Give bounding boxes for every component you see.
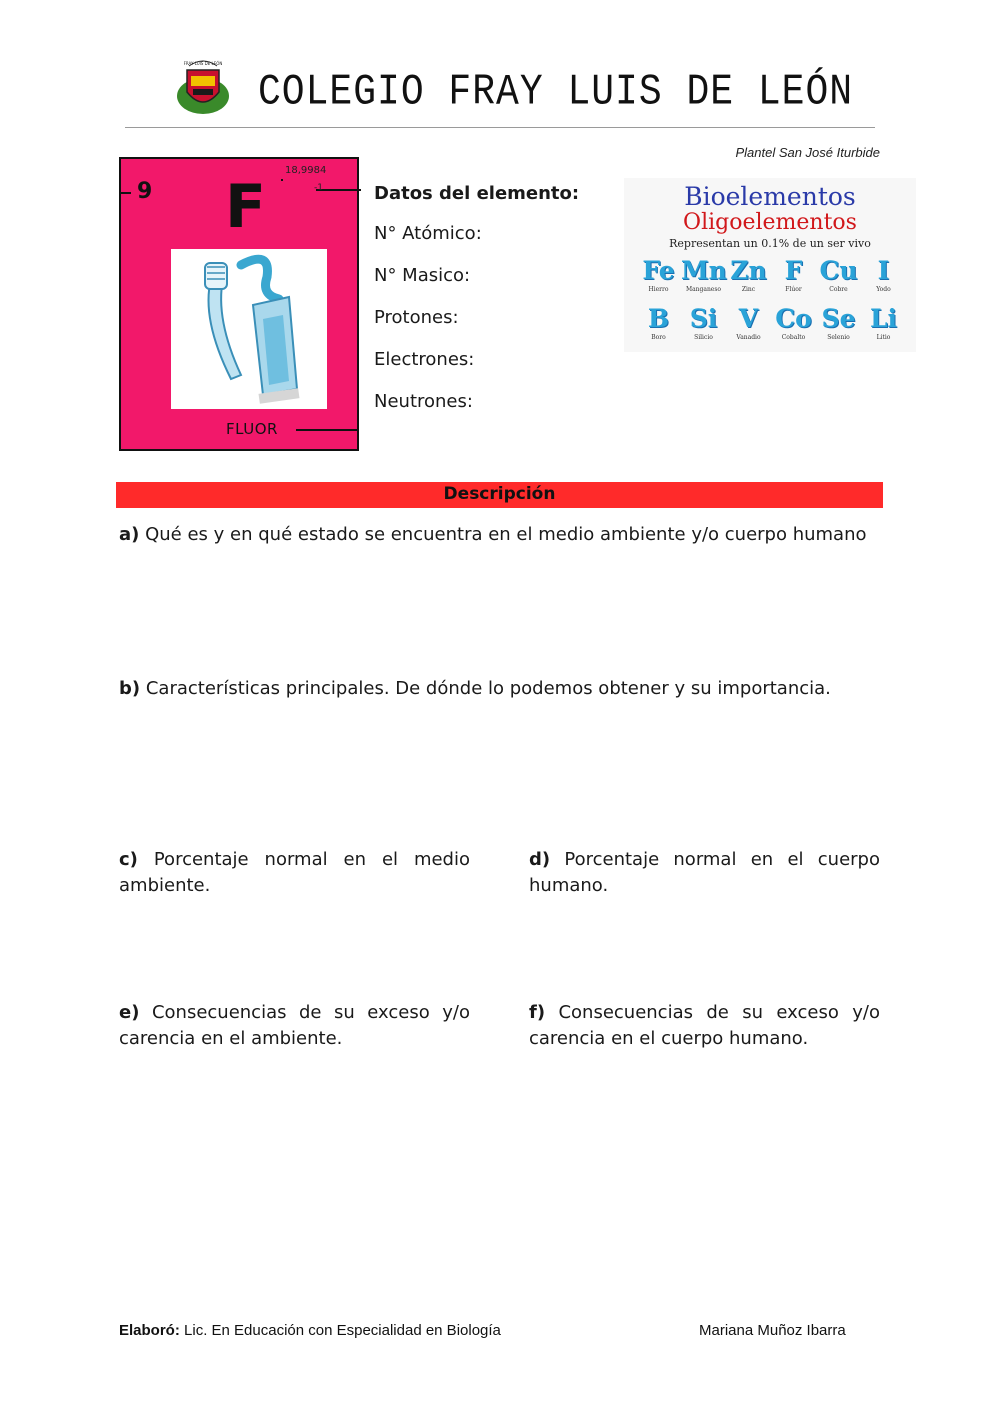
question-c [119,847,470,899]
toothbrush-toothpaste-icon [171,249,327,409]
question-label: e) [119,1002,140,1023]
symbol-row-1 [636,258,906,293]
element-name-label: Cobre [829,286,848,293]
question-text: Consecuencias de su exceso y/o carencia en el cuerpo humano. [529,1002,880,1049]
element-symbol-label: V [738,304,759,333]
question-a [119,522,881,548]
symbol-cell [636,306,681,341]
symbol-cell [681,306,726,341]
question-label: b) [119,678,141,699]
element-name-label: Litio [876,334,891,341]
data-title: Datos del elemento: [374,183,580,204]
element-name-label: Yodo [876,286,891,293]
element-illustration [171,249,327,409]
bioelements-graphic [624,178,916,352]
data-row-neutrons: Neutrones: [374,391,473,412]
atomic-number: 9 [137,179,153,204]
element-data [374,183,579,433]
svg-text:FRAY LUIS DE LEÓN: FRAY LUIS DE LEÓN [183,61,223,66]
question-label: a) [119,524,140,545]
element-symbol: F [225,172,266,242]
question-label: c) [119,849,138,870]
campus-label: Plantel San José Iturbide [735,145,880,160]
element-name-label: Boro [651,334,666,341]
description-heading: Descripción [116,482,883,508]
element-symbol-label: Zn [730,256,767,285]
element-name: FLUOR [226,420,278,438]
footer-role: Lic. En Educación con Especialidad en Biología [184,1322,501,1339]
school-crest-icon [175,56,231,116]
footer-credit [119,1322,501,1339]
card-tick [296,429,359,431]
symbol-cell [861,306,906,341]
symbol-cell [771,258,816,293]
footer-author: Mariana Muñoz Ibarra [699,1322,846,1339]
element-name-label: Silicio [694,334,713,341]
symbol-cell [771,306,816,341]
element-name-label: Zinc [741,286,756,293]
page-header [125,50,875,128]
element-symbol-label: F [784,256,803,285]
element-name-label: Flúor [785,286,802,293]
element-name-label: Manganeso [685,286,722,293]
question-text: Porcentaje normal en el cuerpo humano. [529,849,880,896]
question-text: Porcentaje normal en el medio ambiente. [119,849,470,896]
question-d [529,847,880,899]
question-label: d) [529,849,551,870]
element-symbol-label: Co [775,304,812,333]
data-row-atomic-number: N° Atómico: [374,223,482,244]
atomic-mass: 18,9984 [285,165,327,176]
question-text: Consecuencias de su exceso y/o carencia en el ambiente. [119,1002,470,1049]
element-symbol-label: Li [869,304,898,333]
question-label: f) [529,1002,546,1023]
symbol-row-2 [636,306,906,341]
footer-label: Elaboró: [119,1322,180,1339]
element-symbol-label: I [877,256,890,285]
question-text: Qué es y en qué estado se encuentra en el medio ambiente y/o cuerpo humano [145,524,867,545]
element-name-label: Hierro [648,286,669,293]
element-name-label: Vanadio [736,334,761,341]
card-tick [281,179,283,181]
element-card [119,157,359,451]
symbol-cell [636,258,681,293]
element-charge: -1 [314,183,323,193]
bio-caption: Representan un 0.1% de un ser vivo [669,237,871,250]
bio-title: Bioelementos [684,182,856,211]
symbol-cell [816,306,861,341]
data-row-protons: Protones: [374,307,459,328]
element-symbol-label: Fe [642,256,675,285]
question-b [119,676,881,702]
symbol-cell [681,258,726,293]
element-symbol-label: Mn [681,256,727,285]
question-text: Características principales. De dónde lo podemos obtener y su importancia. [145,678,831,699]
element-name-label: Selenio [827,334,850,341]
symbol-cell [816,258,861,293]
symbol-cell [726,306,771,341]
question-f [529,1000,880,1052]
symbol-cell [726,258,771,293]
element-symbol-label: Se [821,304,856,333]
question-e [119,1000,470,1052]
symbol-cell [861,258,906,293]
card-tick [119,192,131,194]
data-row-mass-number: N° Masico: [374,265,471,286]
school-title: COLEGIO FRAY LUIS DE LEÓN [258,68,854,118]
element-name-label: Cobalto [781,334,806,341]
element-symbol-label: B [647,304,670,333]
element-symbol-label: Cu [819,256,858,285]
data-row-electrons: Electrones: [374,349,475,370]
oligo-title: Oligoelementos [683,210,857,235]
element-symbol-label: Si [689,304,718,333]
